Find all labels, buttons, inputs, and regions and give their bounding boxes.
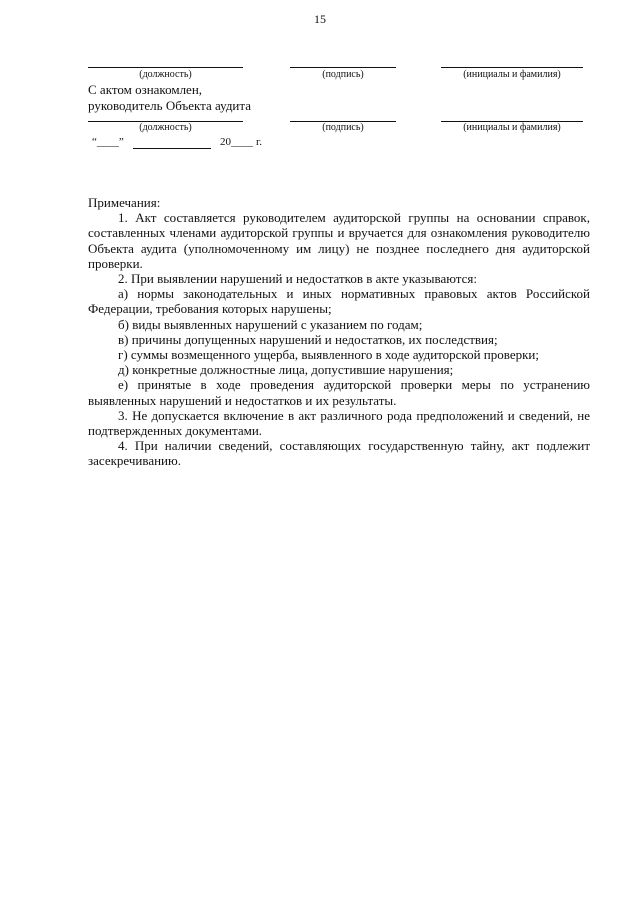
note-2g: г) суммы возмещенного ущерба, выявленного в ходе аудиторской проверки; [118,347,539,363]
date-year-suffix: г. [256,136,263,148]
note-3: 3. Не допускается включение в акт различного рода предположений и сведений, не подтвержденных документами. [88,407,590,439]
notes-section [88,195,590,469]
note-2a: а) нормы законодательных и иных нормативных правовых актов Российской Федерации, требования которых нарушены; [88,286,590,317]
note-2e: е) принятые в ходе проведения аудиторской проверки меры по устранению выявленных нарушений и недостатков и их результаты. [88,377,590,408]
acquainted-line-2: руководитель Объекта аудита [88,98,251,113]
signature-line-1 [290,67,396,68]
position-caption-2: (должность) [139,122,192,133]
name-caption-2: (инициалы и фамилия) [463,122,561,133]
note-2b: б) виды выявленных нарушений с указанием по годам; [118,316,423,332]
name-line-1 [441,67,583,68]
signature-caption-1: (подпись) [322,69,364,80]
note-4: 4. При наличии сведений, составляющих государственную тайну, акт подлежит засекречиванию. [88,438,590,469]
name-caption-1: (инициалы и фамилия) [463,69,561,80]
date-month-line [133,148,211,149]
signature-caption-2: (подпись) [322,122,364,133]
note-2v: в) причины допущенных нарушений и недостатков, их последствия; [118,331,498,347]
page-number: 15 [314,12,326,26]
position-line-1 [88,67,243,68]
date-day: “____” [92,136,124,148]
position-caption-1: (должность) [139,69,192,80]
notes-title: Примечания: [88,195,161,210]
note-2d: д) конкретные должностные лица, допустившие нарушения; [118,362,454,378]
date-year: 20____ [220,136,253,148]
note-2: 2. При выявлении нарушений и недостатков в акте указываются: [118,271,477,287]
acquainted-line-1: С актом ознакомлен, [88,82,203,97]
note-1: 1. Акт составляется руководителем аудиторской группы на основании справок, составленных членами аудиторской группы и вручается для ознакомления руководителю Объекта аудита (уполномоченному им лицу) не позднее последнего дня аудиторской проверки. [88,210,590,271]
